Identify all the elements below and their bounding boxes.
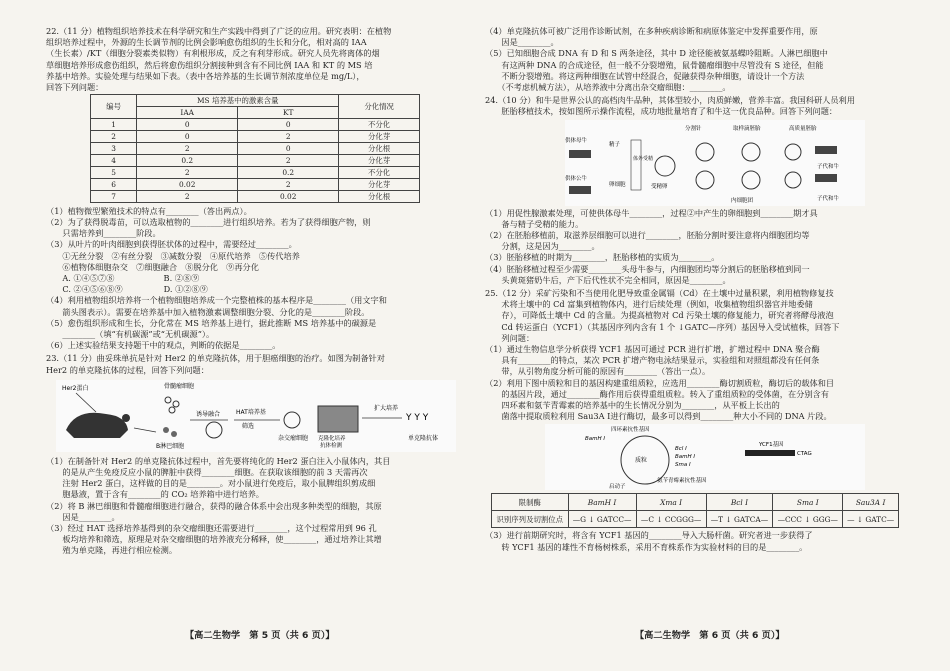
text-line: 箭头图表示）。需要在培养基中加入植物激素调整细胞分裂、分化的是________阶段。 bbox=[46, 306, 370, 317]
morula-label: 取样滴胚胎 bbox=[733, 125, 761, 132]
th-enzyme: 限制酶 bbox=[492, 494, 569, 511]
hormone-table bbox=[90, 94, 420, 203]
text-line: 备与精子受精的能力。 bbox=[485, 218, 584, 229]
enzyme-name: BamH Ⅰ bbox=[568, 494, 636, 511]
table-row bbox=[91, 154, 420, 166]
text-line: （1）在制备针对 Her2 的单克隆抗体过程中，首先要将纯化的 Her2 蛋白注入小鼠体内，其目 bbox=[46, 455, 391, 466]
table-row bbox=[91, 130, 420, 142]
sperm-label: 精子 bbox=[609, 141, 621, 148]
table-cell-kt: 0.2 bbox=[238, 166, 339, 178]
embryo-icon bbox=[742, 171, 760, 189]
hybridoma-dish-icon bbox=[284, 412, 300, 428]
text-line: 菌落中提取质粒利用 Sau3A Ⅰ进行酶切，最多可以得到________种大小不同的 DNA 片段。 bbox=[485, 411, 832, 422]
table-cell-iaa: 2 bbox=[137, 166, 238, 178]
b-cell-label: B淋巴细胞 bbox=[156, 442, 185, 450]
plasmid-diagram bbox=[545, 424, 865, 490]
split-needle-label: 分割针 bbox=[685, 125, 702, 132]
offspring-label: 子代和牛 bbox=[817, 163, 840, 170]
table-cell-res: 不分化 bbox=[339, 166, 420, 178]
inject-arrow bbox=[76, 393, 96, 412]
text-line: 养基中培养。实验处理与结果如下表。（表中各培养基的生长调节剂浓度单位是 mg/L）， bbox=[46, 70, 365, 81]
th-site: 识别序列及切割位点 bbox=[492, 511, 569, 528]
text-line: （5）已知细胞合成 DNA 有 D 和 S 两条途径，其中 D 途径能被氨基蝶呤阻断。人淋巴细胞中 bbox=[485, 48, 828, 59]
sma1-label: Sma Ⅰ bbox=[675, 462, 691, 469]
text-line: 列问题： bbox=[485, 332, 535, 343]
text-line: （3）进行前期研究时，将含有 YCF1 基因的________导入大肠杆菌。研究者进一步获得了 bbox=[485, 530, 813, 541]
th-ms: MS 培养基中的激素含量 bbox=[137, 95, 339, 107]
enzyme-site: —T ↓ GATCA— bbox=[706, 511, 773, 528]
table-cell-no: 2 bbox=[91, 130, 137, 142]
th-result: 分化情况 bbox=[339, 95, 420, 119]
table-cell-no: 7 bbox=[91, 190, 137, 202]
text-line: A. ①④⑤⑦⑧ B. ②⑧⑨ bbox=[46, 273, 200, 284]
q23-questions bbox=[46, 456, 465, 557]
text-line: Her2 的单克隆抗体的过程，回答下列问题： bbox=[46, 364, 209, 375]
text-line: （1）通过生物信息学分析获得 YCF1 基因可通过 PCR 进行扩增，扩增过程中 DNA 聚合酶 bbox=[485, 344, 820, 355]
text-line: ________（填“有机碳源”或“无机碳源”）。 bbox=[46, 329, 215, 340]
q22-intro bbox=[46, 26, 465, 93]
enzyme-site: —CCC ↓ GGG— bbox=[773, 511, 843, 528]
text-line: （4）单克隆抗体可被广泛用作诊断试剂，在多种疾病诊断和病原体鉴定中发挥重要作用，原 bbox=[485, 26, 818, 36]
text-line: （3）从叶片的叶肉细胞到获得胚状体的过程中，需要经过________。 bbox=[46, 239, 297, 250]
text-line: 草细胞培养形成愈伤组织，然后将愈伤组织分割接种到含有不同比例 IAA 和 KT 的 MS 培 bbox=[46, 59, 373, 70]
text-line: 不断分裂增殖。将这两种细胞在试管中经混合，促融获得杂种细胞，请设计一个方法 bbox=[485, 70, 805, 81]
text-line: 殖为单克隆，再进行相应检测。 bbox=[46, 545, 178, 556]
promoter-label: 启动子 bbox=[609, 484, 626, 491]
mab-label: 单克隆抗体 bbox=[408, 434, 439, 442]
text-line: 24.（10 分）和牛是世界公认的高档肉牛品种，其体型较小，肉质鲜嫩，营养丰富。我国科研人员利用 bbox=[485, 95, 855, 106]
fusion-dish-icon bbox=[206, 422, 222, 438]
q25-questions bbox=[485, 344, 906, 422]
antibody-icon: Y Y Y bbox=[406, 412, 429, 423]
mouse-icon bbox=[66, 413, 128, 438]
text-line: 头黄斑猪奶牛后，产下后代性状不完全相同，原因是________。 bbox=[485, 274, 731, 285]
embryo-icon bbox=[785, 144, 801, 160]
enzyme-table bbox=[491, 493, 899, 528]
text-line: 因是________。 bbox=[46, 511, 120, 522]
text-line: 组织培养过程中，外源的生长调节剂的比例会影响愈伤组织的生长和分化，相对高的 IAA bbox=[46, 37, 367, 48]
table-cell-no: 1 bbox=[91, 118, 137, 130]
text-line: 术将土壤中的 Cd 富集到植物体内，进行后续处理（例如，收集植物组织器官并地委储 bbox=[485, 299, 813, 310]
table-cell-kt: 2 bbox=[238, 154, 339, 166]
antibody-process-diagram bbox=[56, 380, 456, 452]
fertilized-egg-icon bbox=[655, 156, 675, 176]
inner-mass-label: 内细胞团 bbox=[731, 197, 754, 204]
mouse-head-icon bbox=[122, 414, 130, 422]
footer-right: 【高二生物学 第 6 页（共 6 页）】 bbox=[635, 630, 785, 641]
embryo-transfer-figure bbox=[565, 120, 865, 206]
antibody-process-figure bbox=[56, 380, 456, 452]
text-line: 转 YCF1 基因的雄性不育杨树株系，采用不育株系作为实验材料的目的是________。 bbox=[485, 541, 808, 552]
b-cell-icon bbox=[163, 427, 169, 433]
th-no: 编号 bbox=[91, 95, 137, 119]
her2-label: Her2蛋白 bbox=[62, 384, 89, 392]
q22-questions bbox=[46, 206, 465, 352]
text-line: （1）植物微型繁殖技术的特点有________（答出两点）。 bbox=[46, 205, 252, 216]
table-cell-no: 5 bbox=[91, 166, 137, 178]
donor-bull-label: 供体公牛 bbox=[565, 175, 588, 182]
th-iaa: IAA bbox=[137, 107, 238, 119]
table-row bbox=[91, 166, 420, 178]
plasmid-label: 质粒 bbox=[635, 457, 648, 465]
enzyme-site: —C ↓ CCGGG— bbox=[636, 511, 706, 528]
text-line: 的基因片段，通过________酶作用后获得重组质粒。转入了重组质粒的受体菌，在分别含有 bbox=[485, 388, 829, 399]
text-line: 22.（11 分）植物组织培养技术在科学研究和生产实践中得到了广泛的应用。研究表明：在植物 bbox=[46, 26, 392, 36]
text-line: （3）胚胎移植的时期为________，胚胎移植的实质为________。 bbox=[485, 252, 720, 263]
text-line: 因是________。 bbox=[485, 37, 559, 48]
table-row bbox=[91, 118, 420, 130]
table-cell-res: 分化芽 bbox=[339, 130, 420, 142]
donor-cow-label: 供体母牛 bbox=[565, 137, 588, 144]
table-cell-res: 分化根 bbox=[339, 142, 420, 154]
embryo-transfer-diagram bbox=[565, 120, 865, 206]
table-cell-no: 4 bbox=[91, 154, 137, 166]
enzyme-name: Xma Ⅰ bbox=[636, 494, 706, 511]
hat-label: HAT培养基 bbox=[236, 408, 266, 416]
enzyme-site: — ↓ GATC— bbox=[843, 511, 899, 528]
table-cell-no: 6 bbox=[91, 178, 137, 190]
offspring-label-2: 子代和牛 bbox=[817, 195, 840, 202]
myeloma-label: 骨髓瘤细胞 bbox=[164, 382, 195, 390]
cell-icon bbox=[169, 407, 175, 413]
table-cell-kt: 2 bbox=[238, 178, 339, 190]
fertilized-egg-label: 受精卵 bbox=[651, 183, 668, 190]
text-line: （4）利用植物组织培养将一个植物细胞培养成一个完整植株的基本程序是________（用文字和 bbox=[46, 295, 387, 306]
egg-label: 卵细胞 bbox=[609, 181, 626, 188]
table-cell-iaa: 2 bbox=[137, 190, 238, 202]
text-line: （1）用促性腺激素处理，可使供体母牛________，过程②中产生的卵细胞到________期才具 bbox=[485, 207, 818, 218]
enzyme-site: —G ↓ GATCC— bbox=[568, 511, 636, 528]
text-line: （6）上述实验结果支持题干中的观点，判断的依据是________。 bbox=[46, 340, 281, 351]
text-line: （生长素）/KT（细胞分裂素类似物）有利根形成，反之有利芽形成。研究人员先将离体的烟 bbox=[46, 48, 380, 59]
text-line: 分割，这是因为________。 bbox=[485, 241, 600, 252]
page-6 bbox=[475, 0, 950, 671]
text-line: 四环素和氨苄青霉素的培养基中的生长情况分别为________，从平板上长出的 bbox=[485, 400, 780, 411]
embryo-icon bbox=[742, 143, 760, 161]
text-line: （2）将 B 淋巴细胞和骨髓瘤细胞进行融合，获得的融合体系中会出现多种类型的细胞，其原 bbox=[46, 500, 382, 511]
text-line: （2）利用下图中质粒和目的基因构建重组质粒，应选用________酶切割质粒，酶切后的载体和目 bbox=[485, 377, 835, 388]
q25-intro bbox=[485, 288, 906, 344]
table-cell-iaa: 0.2 bbox=[137, 154, 238, 166]
cow-icon bbox=[569, 150, 591, 158]
fertilize-label: 体外受精 bbox=[633, 155, 654, 162]
table-cell-iaa: 0 bbox=[137, 130, 238, 142]
text-line: （3）经过 HAT 选择培养基得到的杂交瘤细胞还需要进行________，这个过程常用到 96 孔 bbox=[46, 523, 377, 534]
bamh1b-label: BamH Ⅰ bbox=[675, 454, 696, 461]
table-cell-iaa: 0 bbox=[137, 118, 238, 130]
text-line: 23.（11 分）曲妥珠单抗是针对 Her2 的单克隆抗体，用于胆癌细胞的治疗。如图为制备针对 bbox=[46, 353, 385, 364]
arrow bbox=[134, 428, 156, 432]
text-line: 带，从引物角度分析可能的原因有________（答出一点）。 bbox=[485, 366, 711, 377]
enzyme-name: Sau3A Ⅰ bbox=[843, 494, 899, 511]
cell-icon bbox=[165, 397, 171, 403]
clone-label: 克隆化培养 bbox=[318, 435, 346, 442]
table-row bbox=[91, 142, 420, 154]
table-cell-kt: 0.02 bbox=[238, 190, 339, 202]
q23-intro bbox=[46, 353, 465, 375]
bamh1-label: BamH Ⅰ bbox=[585, 436, 606, 443]
well-plate-icon bbox=[318, 406, 358, 432]
text-line: C. ②④⑤⑥⑧⑨ D. ①②⑧⑨ bbox=[46, 284, 208, 295]
embryo-icon bbox=[696, 171, 714, 189]
q23-continued bbox=[485, 26, 906, 93]
text-line: （2）为了获得脱毒苗，可以选取植物的________进行组织培养。若为了获得细胞产物，则 bbox=[46, 217, 371, 228]
q24-intro bbox=[485, 95, 906, 117]
cell-icon bbox=[173, 401, 179, 407]
enzyme-name: Sma Ⅰ bbox=[773, 494, 843, 511]
text-line: 有这两种 DNA 的合成途径，但一般不分裂增殖，鼠骨髓瘤细胞中尽管没有 S 途径，但能 bbox=[485, 59, 824, 70]
tet-label: 四环素抗性基因 bbox=[611, 427, 650, 434]
amp-label: 氨苄青霉素抗性基因 bbox=[657, 478, 707, 485]
text-line: 胚胎移植技术，按如图所示操作流程，成功地批量培育了和牛这一优良品种。回答下列问题： bbox=[485, 106, 838, 117]
ycf1-gene-bar bbox=[745, 450, 795, 456]
table-cell-res: 分化芽 bbox=[339, 154, 420, 166]
table-cell-res: 分化根 bbox=[339, 190, 420, 202]
recipient-cow-icon bbox=[815, 146, 837, 154]
table-row bbox=[91, 178, 420, 190]
table-cell-kt: 0 bbox=[238, 118, 339, 130]
table-cell-no: 3 bbox=[91, 142, 137, 154]
embryo-icon bbox=[785, 172, 801, 188]
ycf1-label: YCF1基因 bbox=[759, 442, 784, 449]
table-cell-res: 分化芽 bbox=[339, 178, 420, 190]
induce-label: 诱导融合 bbox=[196, 410, 221, 418]
antibody-test-label: 抗体检测 bbox=[320, 442, 343, 449]
ctag-label: CTAG bbox=[797, 451, 812, 458]
bcl1-label: Bcl Ⅰ bbox=[675, 446, 687, 453]
text-line: 25.（12 分）采矿污染和不当使用化肥导致重金属镉（Cd）在土壤中过量积累，利用植物修复技 bbox=[485, 288, 834, 299]
text-line: 胞悬液，置于含有________的 CO₂ 培养箱中进行培养。 bbox=[46, 489, 264, 500]
text-line: 板均培养和筛选，原理是对杂交瘤细胞的培养液充分稀释，使________，通过培养让其增 bbox=[46, 534, 382, 545]
text-line: （4）胚胎移植过程至少需要________头母牛参与，内细胞团均等分割后的胚胎移植到同一 bbox=[485, 263, 810, 274]
text-line: Cd 转运蛋白（YCF1）（其基因序列内含有 1 个 ↓GATC—序列）基因导入受试植株，回答下 bbox=[485, 321, 840, 332]
text-line: 具有________的特点，某次 PCR 扩增产物电泳结果显示，实验组和对照组都没有任何条 bbox=[485, 355, 820, 366]
text-line: 存），可降低土壤中 Cd 的含量。为提高植物对 Cd 污染土壤的修复能力，研究者将酵母液泡 bbox=[485, 310, 834, 321]
embryo-icon bbox=[696, 143, 714, 161]
table-cell-kt: 0 bbox=[238, 142, 339, 154]
recipient-cow-icon bbox=[815, 174, 837, 182]
text-line: （不考虑机械方法），从培养液中分离出杂交瘤细胞：________。 bbox=[485, 82, 731, 93]
hybridoma-label: 杂交瘤细胞 bbox=[278, 434, 309, 442]
text-line: 注射 Her2 蛋白，这样做的目的是________。对小鼠进行免疫后，取小鼠脾组织剪成细 bbox=[46, 478, 376, 489]
bull-icon bbox=[569, 186, 591, 194]
text-line: （2）在胚胎移植前，取滋养层细胞可以进行________，胚胎分割时要注意将内细胞团均等 bbox=[485, 230, 810, 241]
screen-label: 筛选 bbox=[242, 422, 255, 430]
expand-label: 扩大培养 bbox=[374, 404, 399, 412]
text-line: 的是从产生免疫反应小鼠的脾脏中获得________细胞。在获取该细胞的前 3 天需再次 bbox=[46, 467, 368, 478]
plasmid-figure bbox=[545, 424, 865, 490]
q24-questions bbox=[485, 208, 906, 286]
table-cell-kt: 2 bbox=[238, 130, 339, 142]
text-line: 只需培养到________阶段。 bbox=[46, 228, 161, 239]
text-line: 回答下列问题： bbox=[46, 82, 104, 93]
th-kt: KT bbox=[238, 107, 339, 119]
table-cell-iaa: 2 bbox=[137, 142, 238, 154]
text-line: （5）愈伤组织形成和生长，分化常在 MS 培养基上进行，据此推断 MS 培养基中的碳源是 bbox=[46, 317, 377, 328]
b-cell-icon bbox=[171, 431, 177, 437]
table-row bbox=[91, 190, 420, 202]
high-quality-label: 高质量胚胎 bbox=[789, 125, 817, 132]
text-line: ⑥植物体细胞杂交 ⑦细胞融合 ⑧脱分化 ⑨再分化 bbox=[46, 261, 259, 272]
fertilize-box bbox=[631, 140, 641, 190]
table-cell-res: 不分化 bbox=[339, 118, 420, 130]
text-line: ①无丝分裂 ②有丝分裂 ③减数分裂 ④原代培养 ⑤传代培养 bbox=[46, 250, 300, 261]
table-cell-iaa: 0.02 bbox=[137, 178, 238, 190]
footer-left: 【高二生物学 第 5 页（共 6 页）】 bbox=[185, 630, 335, 641]
q25-tail bbox=[485, 530, 906, 552]
enzyme-name: Bcl Ⅰ bbox=[706, 494, 773, 511]
